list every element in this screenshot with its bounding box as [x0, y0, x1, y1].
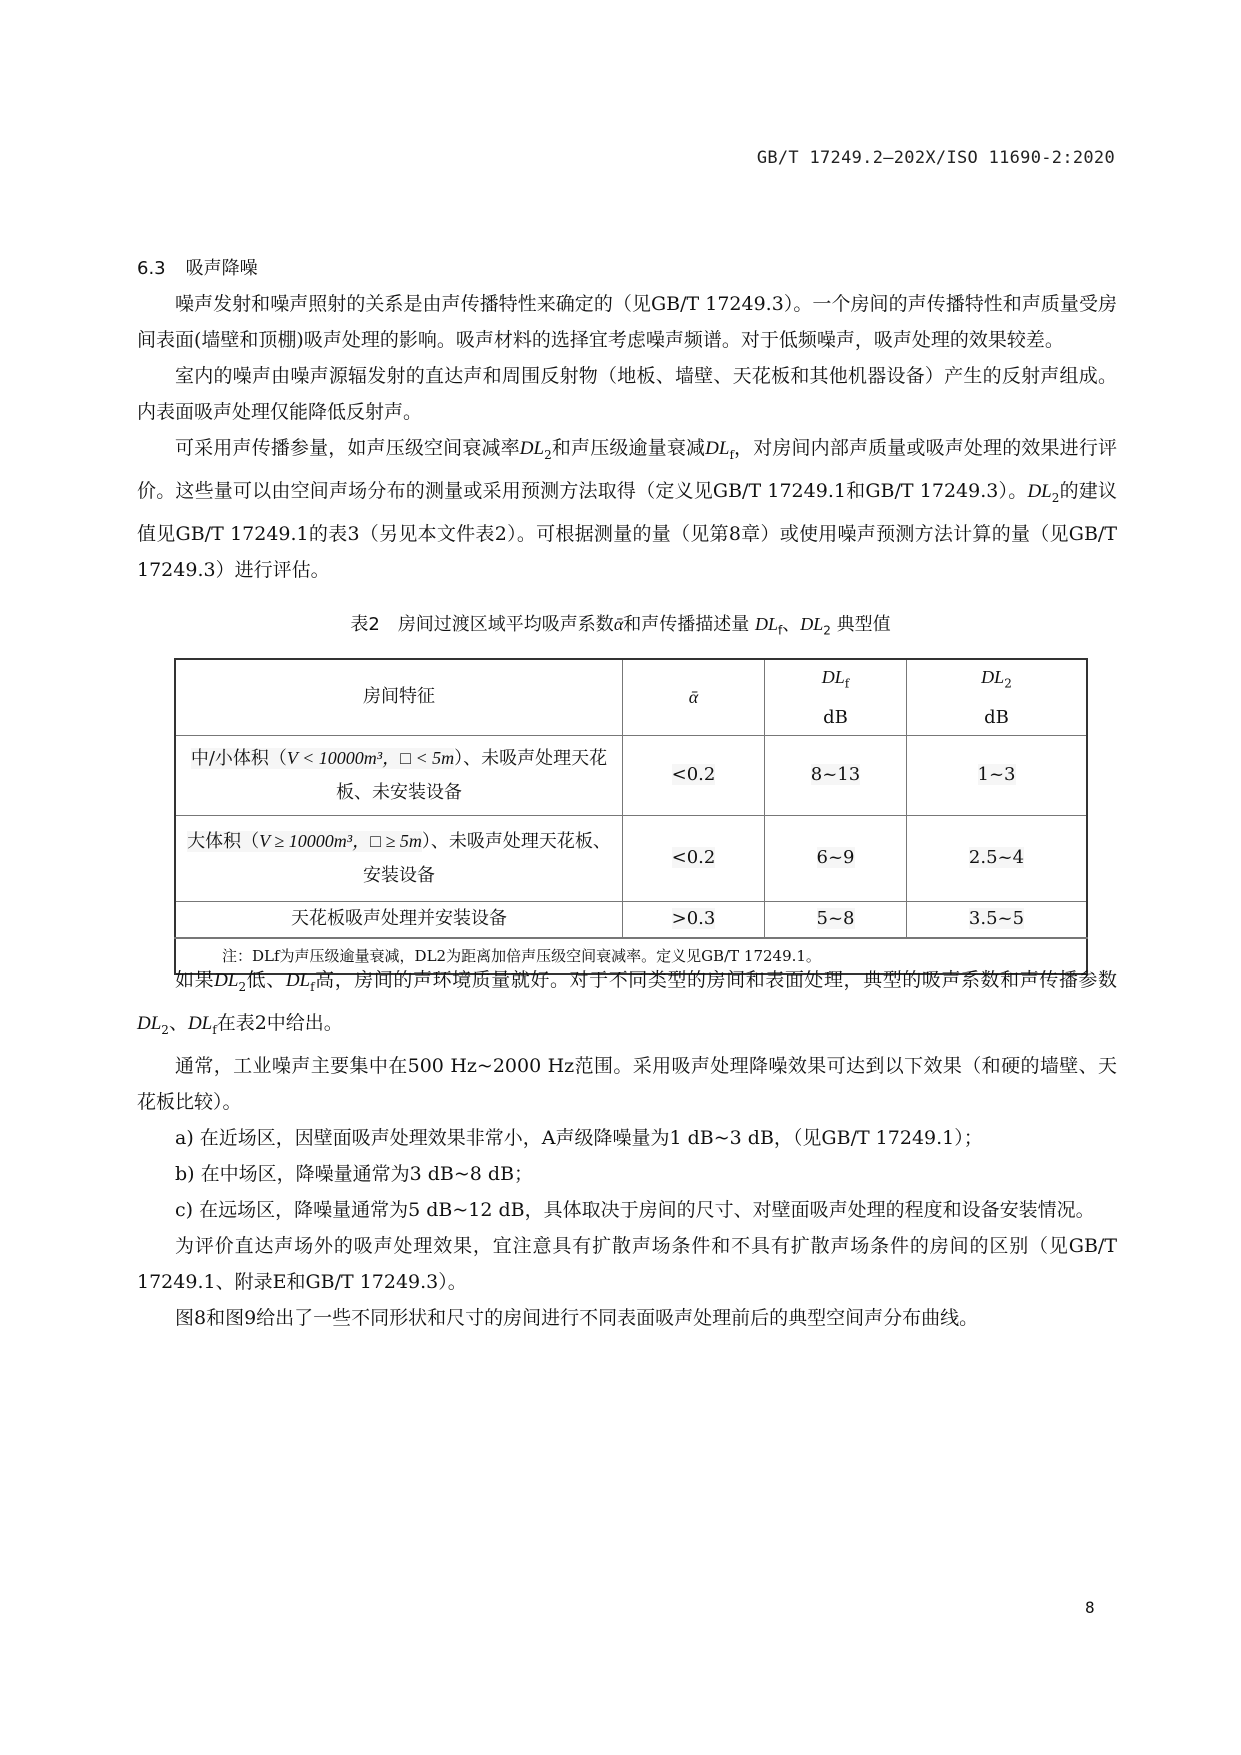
header-dl2: $DL_2$ dB	[907, 659, 1088, 735]
cell-dl2: 1~3	[907, 735, 1088, 815]
cell-room: 中/小体积（V < 10000m³，□ < 5m）、未吸声处理天花板、未安装设备	[175, 735, 623, 815]
table-header-row	[175, 659, 1087, 735]
section-number: 6.3	[137, 258, 166, 279]
body-text-after-table	[137, 962, 1117, 1336]
paragraph: 室内的噪声由噪声源辐发射的直达声和周围反射物（地板、墙壁、天花板和其他机器设备）产生的反射声组成。内表面吸声处理仅能降低反射声。	[137, 365, 1117, 423]
cell-dl2: 3.5~5	[907, 901, 1088, 938]
paragraph: 噪声发射和噪声照射的关系是由声传播特性来确定的（见GB/T 17249.3）。一个房间的声传播特性和声质量受房间表面(墙壁和顶棚)吸声处理的影响。吸声材料的选择宜考虑噪声频谱。对于低频噪声，吸声处理的效果较差。	[137, 293, 1117, 351]
header-alpha: ᾱ	[623, 659, 765, 735]
section-heading	[137, 254, 258, 280]
table-row	[175, 901, 1087, 938]
body-text-before-table	[137, 286, 1117, 588]
table-caption: 表2 房间过渡区域平均吸声系数ᾱ和声传播描述量 $DL_f$、$DL_2$ 典型值	[350, 614, 891, 638]
list-item: b) 在中场区，降噪量通常为3 dB~8 dB；	[175, 1162, 534, 1185]
table-row	[175, 735, 1087, 815]
cell-room: 大体积（V ≥ 10000m³，□ ≥ 5m）、未吸声处理天花板、安装设备	[175, 815, 623, 901]
paragraph: 可采用声传播参量，如声压级空间衰减率$DL_2$和声压级逾量衰减$DL_f$，对房间内部声质量或吸声处理的效果进行评价。这些量可以由空间声场分布的测量或采用预测方法取得（定义见GB/T 17249.1和GB/T 17249.3）。$DL_2$的建议值见GB/T 17249.1的表3（另见本文件表2）。可根据测量的量（见第8章）或使用噪声预测方法计算的量（见GB/T 17249.3）进行评估。	[137, 437, 1117, 581]
cell-alpha: <0.2	[623, 815, 765, 901]
paragraph: 如果$DL_2$低、$DL_f$高，房间的声环境质量就好。对于不同类型的房间和表面处理，典型的吸声系数和声传播参数$DL_2$、$DL_f$在表2中给出。	[137, 969, 1117, 1037]
list-item: a) 在近场区，因壁面吸声处理效果非常小，A声级降噪量为1 dB~3 dB，（见GB/T 17249.1）；	[175, 1126, 983, 1149]
table-note: 注：DLf为声压级逾量衰减，DL2为距离加倍声压级空间衰减率。定义见GB/T 17249.1。	[175, 938, 1087, 974]
header-room-characteristics: 房间特征	[175, 659, 623, 735]
document-header: GB/T 17249.2—202X/ISO 11690-2:2020	[756, 148, 1115, 168]
paragraph: 为评价直达声场外的吸声处理效果，宜注意具有扩散声场条件和不具有扩散声场条件的房间的区别（见GB/T 17249.1、附录E和GB/T 17249.3）。	[137, 1234, 1117, 1293]
list-item: c) 在远场区，降噪量通常为5 dB~12 dB，具体取决于房间的尺寸、对壁面吸声处理的程度和设备安装情况。	[175, 1198, 1095, 1221]
table-row	[175, 815, 1087, 901]
cell-dl2: 2.5~4	[907, 815, 1088, 901]
cell-dlf: 6~9	[765, 815, 907, 901]
cell-dlf: 8~13	[765, 735, 907, 815]
section-title: 吸声降噪	[185, 258, 258, 279]
cell-room: 天花板吸声处理并安装设备	[175, 901, 623, 938]
cell-dlf: 5~8	[765, 901, 907, 938]
cell-alpha: <0.2	[623, 735, 765, 815]
cell-alpha: >0.3	[623, 901, 765, 938]
typical-values-table	[174, 658, 1088, 975]
header-dlf: $DL_f$ dB	[765, 659, 907, 735]
paragraph: 通常，工业噪声主要集中在500 Hz~2000 Hz范围。采用吸声处理降噪效果可达到以下效果（和硬的墙壁、天花板比较）。	[137, 1054, 1117, 1113]
page-number: 8	[1085, 1598, 1095, 1617]
paragraph: 图8和图9给出了一些不同形状和尺寸的房间进行不同表面吸声处理前后的典型空间声分布曲线。	[175, 1306, 979, 1329]
